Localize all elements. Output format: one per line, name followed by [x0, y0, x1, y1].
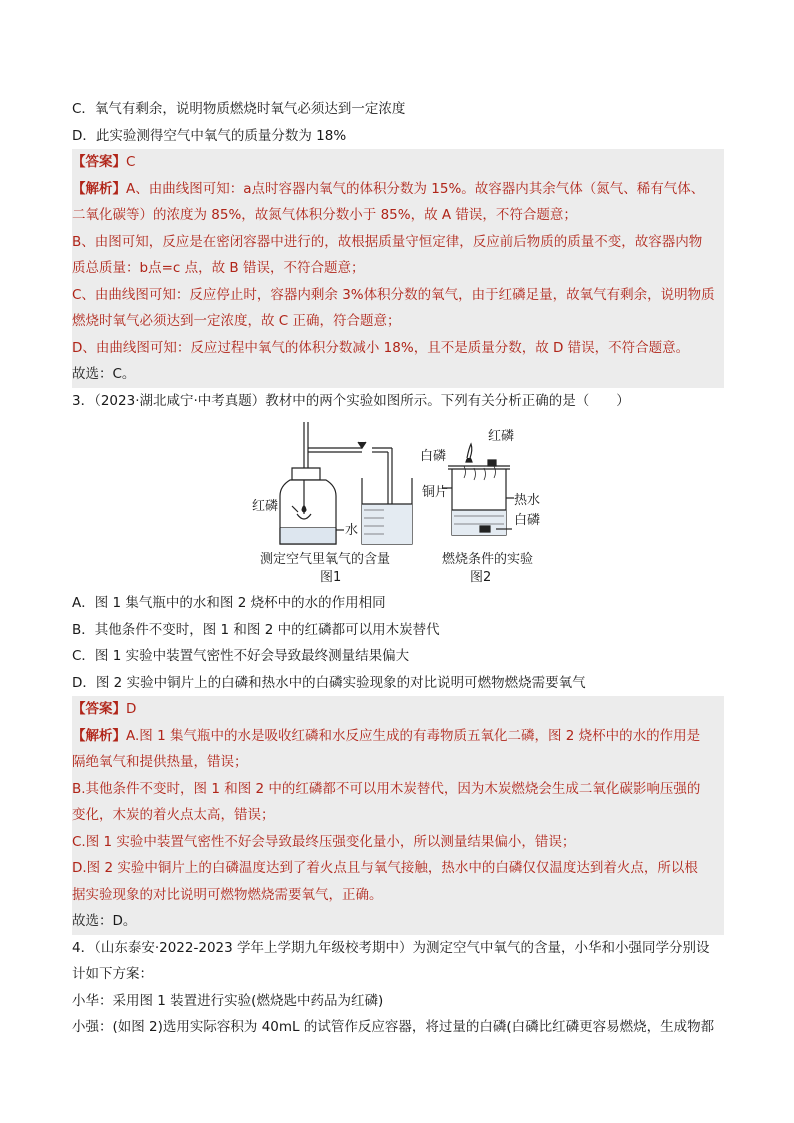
analysis-tag: 【解析】 [72, 180, 126, 197]
q2-analysis-line: B、由图可知，反应是在密闭容器中进行的，故根据质量守恒定律，反应前后物质的质量不变，故容器内物 [72, 233, 703, 250]
q3-analysis-line: 隔绝氧气和提供热量，错误； [72, 754, 248, 770]
q3-analysis-line: 据实验现象的对比说明可燃物燃烧需要氧气，正确。 [72, 886, 383, 903]
q4-stem-line: 计如下方案： [72, 966, 153, 982]
q3-analysis-line: D.图 2 实验中铜片上的白磷温度达到了着火点且与氧气接触，热水中的白磷仅仅温度达到着火点，所以根 [72, 860, 698, 876]
q3-option-c: C．图 1 实验中装置气密性不好会导致最终测量结果偏大 [72, 648, 410, 664]
q3-option-b: B．其他条件不变时，图 1 和图 2 中的红磷都可以用木炭替代 [72, 621, 440, 638]
q2-analysis-line: 【解析】A、由曲线图可知：a点时容器内氧气的体积分数为 15%。故容器内其余气体（氮气、稀有气体、 [72, 180, 705, 197]
q2-analysis-line: 质总质量：b点=c 点，故 B 错误，不符合题意； [72, 260, 365, 276]
answer-value: C [126, 154, 136, 170]
q3-analysis-line: B.其他条件不变时，图 1 和图 2 中的红磷都不可以用木炭替代，因为木炭燃烧会生成二氧化碳影响压强的 [72, 780, 701, 797]
fig2-label-white-phosphorus-bottom: 白磷 [514, 513, 541, 528]
q3-analysis-line: 变化，木炭的着火点太高，错误； [72, 807, 275, 823]
q2-option-c: C．氧气有剩余，说明物质燃烧时氧气必须达到一定浓度 [72, 101, 406, 117]
q2-analysis-line: D、由曲线图可知：反应过程中氧气的体积分数减小 18%，且不是质量分数，故 D 错误，不符合题意。 [72, 339, 690, 356]
fig2-label-white-phosphorus-top: 白磷 [420, 449, 447, 464]
experiment-diagram [252, 418, 552, 586]
fig2-label-copper-plate: 铜片 [422, 485, 449, 500]
fig1-label-water: 水 [345, 523, 359, 538]
q2-answer-line [72, 149, 724, 176]
q3-figure [72, 418, 724, 586]
fig1-name: 图1 [320, 570, 342, 585]
q3-option-a: A．图 1 集气瓶中的水和图 2 烧杯中的水的作用相同 [72, 595, 386, 611]
analysis-tag: 【解析】 [72, 727, 126, 744]
fig2-name: 图2 [470, 570, 492, 585]
fig2-label-red-phosphorus: 红磷 [488, 429, 515, 444]
q2-conclusion: 故选：C。 [72, 366, 136, 382]
fig2-apparatus [442, 444, 514, 535]
q2-analysis-line: C、由曲线图可知：反应停止时，容器内剩余 3%体积分数的氧气，由于红磷足量，故氧气有剩余，说明物质 [72, 286, 715, 303]
fig1-caption: 测定空气里氧气的含量 [260, 552, 391, 567]
fig2-caption: 燃烧条件的实验 [442, 552, 534, 567]
q2-option-d: D．此实验测得空气中氧气的质量分数为 18% [72, 127, 347, 144]
q3-answer-line [72, 696, 724, 723]
q4-stem-line: 小华：采用图 1 装置进行实验(燃烧匙中药品为红磷) [72, 992, 384, 1009]
answer-tag: 【答案】 [72, 701, 126, 717]
q3-stem: 3．（2023·湖北咸宁·中考真题）教材中的两个实验如图所示。下列有关分析正确的是（ ） [72, 392, 630, 409]
document-page [72, 96, 724, 1041]
q2-answer-block [72, 149, 724, 388]
q3-analysis-line: 【解析】A.图 1 集气瓶中的水是吸收红磷和水反应生成的有毒物质五氧化二磷，图 2 烧杯中的水的作用是 [72, 727, 701, 744]
q3-answer-block [72, 696, 724, 935]
q2-analysis-line: 燃烧时氧气必须达到一定浓度，故 C 正确，符合题意； [72, 313, 401, 329]
q4-stem-line: 小强：(如图 2)选用实际容积为 40mL 的试管作反应容器，将过量的白磷(白磷比红磷更容易燃烧，生成物都 [72, 1019, 715, 1035]
q2-analysis-line: 二氧化碳等）的浓度为 85%，故氮气体积分数小于 85%，故 A 错误，不符合题意； [72, 207, 577, 223]
q3-option-d: D．图 2 实验中铜片上的白磷和热水中的白磷实验现象的对比说明可燃物燃烧需要氧气 [72, 674, 586, 691]
fig2-label-hot-water: 热水 [514, 493, 541, 508]
q3-analysis-line: C.图 1 实验中装置气密性不好会导致最终压强变化量小，所以测量结果偏小，错误； [72, 833, 576, 850]
q3-conclusion: 故选：D。 [72, 913, 137, 929]
answer-tag: 【答案】 [72, 154, 126, 170]
fig1-label-red-phosphorus: 红磷 [252, 499, 279, 514]
q4-stem-line: 4．（山东泰安·2022-2023 学年上学期九年级校考期中）为测定空气中氧气的含量，小华和小强同学分别设 [72, 939, 710, 956]
answer-value: D [126, 701, 137, 717]
